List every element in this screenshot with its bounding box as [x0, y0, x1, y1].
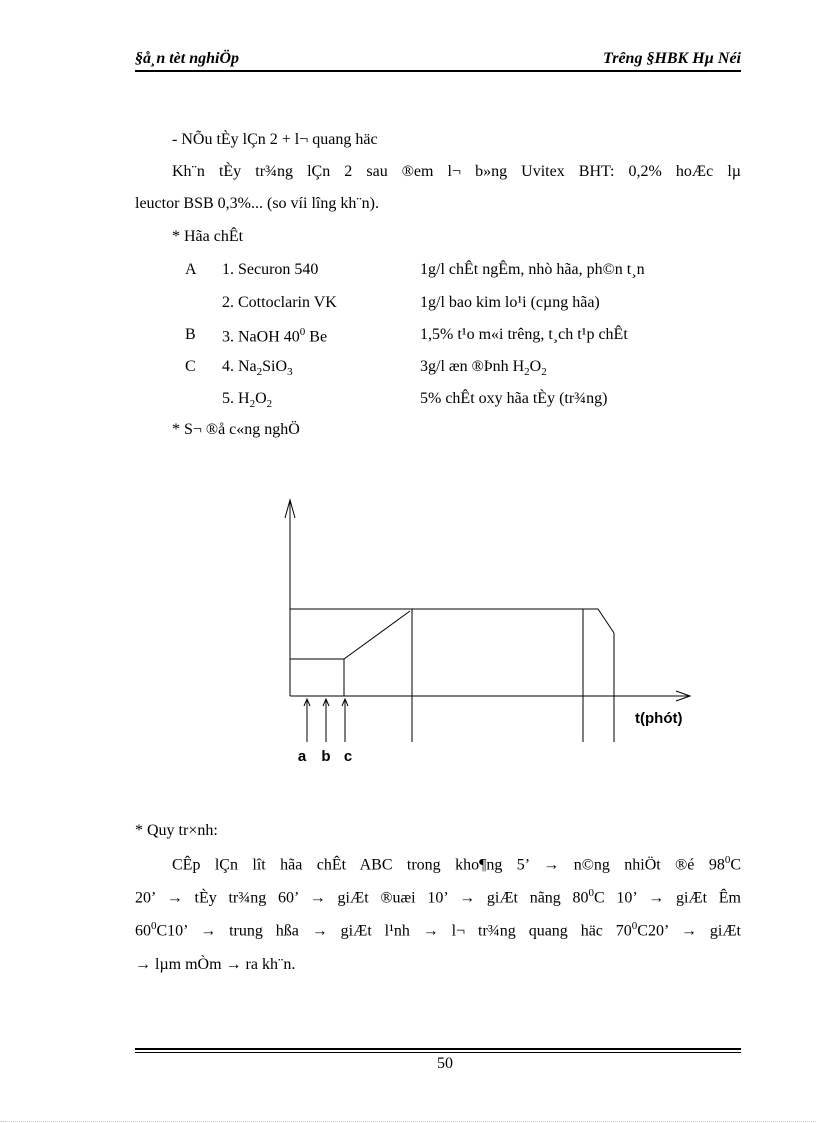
chemical-name: 5. $H_2O_2$: [222, 390, 273, 411]
chemicals-heading: * Hãa chÊt: [172, 228, 244, 245]
chemical-group: C: [185, 358, 196, 375]
x-axis-label: t(phót): [635, 710, 683, 727]
header-rule-top: [135, 70, 741, 72]
chemical-desc: 1,5% t¹o m«i trêng, t¸ch t¹p chÊt: [420, 326, 628, 343]
marker-label-a: a: [297, 748, 307, 765]
footer-rule-bottom: [135, 1052, 741, 1053]
chemical-desc: 1g/l chÊt ngÊm, nhò hãa, ph©n t¸n: [420, 261, 645, 278]
chemical-name: 4. $Na_2SiO_3$: [222, 358, 293, 379]
marker-label-c: c: [343, 748, 353, 765]
process-line-3: $60^0C10$’ → trung hßa → giÆt l¹nh → l¬ tr¾ng quang häc $70^0C20$’ → giÆt: [135, 920, 741, 940]
process-heading: * Quy tr×nh:: [135, 822, 218, 839]
chemical-group: B: [185, 326, 196, 343]
page-number: 50: [437, 1055, 453, 1072]
chemical-group: A: [185, 261, 197, 278]
chemical-name: 2. Cottoclarin VK: [222, 294, 337, 311]
chemical-desc: 5% chÊt oxy hãa tÈy (tr¾ng): [420, 390, 608, 407]
page-bottom-edge: [0, 1121, 816, 1122]
process-line-1: CÊp lÇn lît hãa chÊt ABC trong kho¶ng 5’ → n©ng nhiÖt ®é $98^0C$: [172, 854, 741, 874]
process-diagram: [0, 490, 816, 790]
chemical-desc: 1g/l bao kim lo¹i (cµng hãa): [420, 294, 600, 311]
header-left: §å¸n tèt nghiÖp: [135, 50, 240, 67]
marker-label-b: b: [321, 748, 331, 765]
chemical-desc: 3g/l æn ®Þnh $H_2O_2$: [420, 358, 547, 379]
paragraph-1-line-2: leuctor BSB 0,3%... (so víi lîng kh¨n).: [135, 195, 379, 212]
header-right: Trêng §HBK Hµ Néi: [603, 50, 741, 67]
process-line-4: → lµm mÒm → ra kh¨n.: [135, 956, 296, 973]
chemical-name: 1. Securon 540: [222, 261, 319, 278]
process-line-2: 20’ → tÈy tr¾ng 60’ → giÆt ®uæi 10’ → giÆt nãng $80^0C$ 10’ → giÆt Êm: [135, 887, 741, 907]
paragraph-1-line-1: Kh¨n tÈy tr¾ng lÇn 2 sau ®em l¬ b»ng Uvitex BHT: 0,2% hoÆc lµ: [172, 163, 741, 180]
chemical-name: 3. NaOH $40^0$ Be: [222, 326, 328, 346]
dosing-profile-line: [290, 611, 410, 659]
diagram-heading: * S¬ ®å c«ng nghÖ: [172, 421, 300, 438]
text-line-1: - NÕu tÈy lÇn 2 + l¬ quang häc: [172, 131, 378, 148]
footer-rule-top: [135, 1048, 741, 1050]
temperature-profile-line: [290, 609, 614, 633]
